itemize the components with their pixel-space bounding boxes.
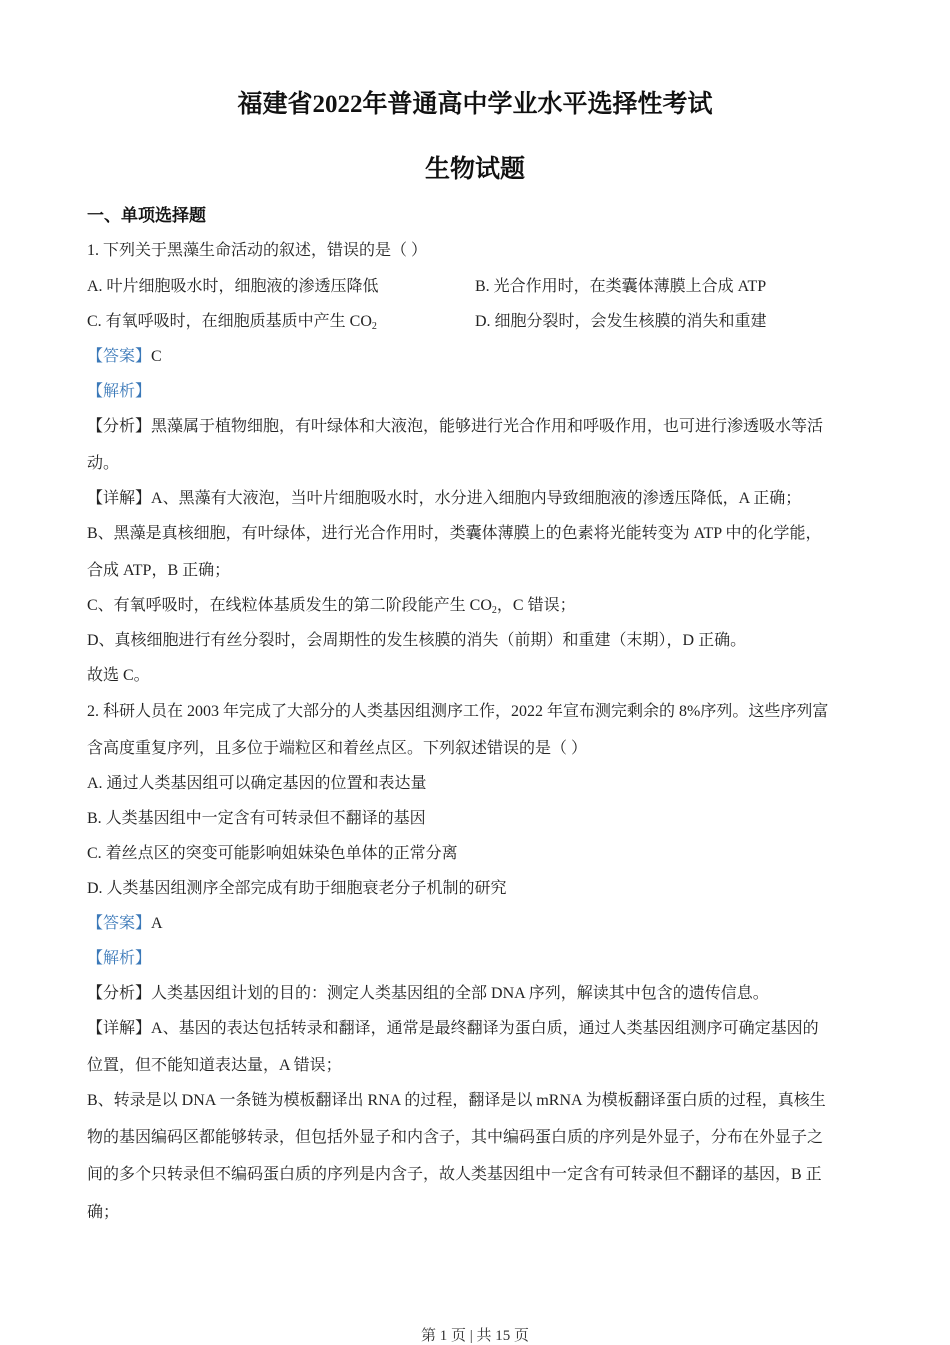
document-subtitle: 生物试题 <box>424 156 525 183</box>
answer-value: C <box>151 348 162 365</box>
question-1-option-a: A. 叶片细胞吸水时，细胞液的渗透压降低 <box>87 278 379 295</box>
question-1-xiangjie-d: D、真核细胞进行有丝分裂时，会周期性的发生核膜的消失（前期）和重建（末期），D 正确。 <box>87 632 747 649</box>
question-1-xiangjie <box>87 489 801 509</box>
fenxi-label: 【分析】 <box>87 985 152 1002</box>
subscript: 2 <box>371 321 377 332</box>
question-1-option-d: D. 细胞分裂时，会发生核膜的消失和重建 <box>475 313 767 330</box>
section-heading: 一、单项选择题 <box>87 206 206 225</box>
answer-label: 【答案】 <box>87 348 152 365</box>
document-title: 福建省2022年普通高中学业水平选择性考试 <box>237 91 713 118</box>
question-1-fenxi <box>87 417 823 437</box>
question-2-option-b: B. 人类基因组中一定含有可转录但不翻译的基因 <box>87 810 426 827</box>
question-1-conclusion: 故选 C。 <box>87 667 150 684</box>
xiangjie-text: A、基因的表达包括转录和翻译，通常是最终翻译为蛋白质，通过人类基因组测序可确定基因的 <box>151 1020 819 1037</box>
subscript: 2 <box>491 605 497 616</box>
xiangjie-text: A、黑藻有大液泡，当叶片细胞吸水时，水分进入细胞内导致细胞液的渗透压降低，A 正确； <box>151 490 802 507</box>
page-footer: 第 1 页 | 共 15 页 <box>420 1328 529 1344</box>
xiangjie-label: 【详解】 <box>87 1020 152 1037</box>
question-2-xiangjie-b-cont1: 物的基因编码区都能够转录，但包括外显子和内含子，其中编码蛋白质的序列是外显子，分布在外显子之 <box>87 1129 824 1146</box>
question-1-xiangjie-b-cont: 合成 ATP，B 正确； <box>87 562 231 579</box>
question-2-option-a: A. 通过人类基因组可以确定基因的位置和表达量 <box>87 775 427 792</box>
question-1-option-c <box>87 312 377 332</box>
fenxi-label: 【分析】 <box>87 418 152 435</box>
xiangjie-c-text: C、有氧呼吸时，在线粒体基质发生的第二阶段能产生 CO <box>87 597 492 614</box>
question-1-analysis-label: 【解析】 <box>87 383 152 400</box>
question-2-stem-cont: 含高度重复序列，且多位于端粒区和着丝点区。下列叙述错误的是（ ） <box>87 740 588 757</box>
question-2-stem: 2. 科研人员在 2003 年完成了大部分的人类基因组测序工作，2022 年宣布测完剩余的 8%序列。这些序列富 <box>87 703 829 720</box>
question-2-fenxi <box>87 984 769 1004</box>
question-2-xiangjie-a-cont: 位置，但不能知道表达量，A 错误； <box>87 1057 342 1074</box>
question-2-option-c: C. 着丝点区的突变可能影响姐妹染色单体的正常分离 <box>87 845 458 862</box>
question-2-xiangjie <box>87 1019 819 1039</box>
option-c-text: C. 有氧呼吸时，在细胞质基质中产生 CO <box>87 313 372 330</box>
fenxi-text: 人类基因组计划的目的：测定人类基因组的全部 DNA 序列，解读其中包含的遗传信息。 <box>151 985 769 1002</box>
question-2-xiangjie-b-cont3: 确； <box>87 1204 120 1221</box>
question-1-answer <box>87 347 162 367</box>
fenxi-text: 黑藻属于植物细胞，有叶绿体和大液泡，能够进行光合作用和呼吸作用，也可进行渗透吸水等活 <box>151 418 824 435</box>
question-2-xiangjie-b-cont2: 间的多个只转录但不编码蛋白质的序列是内含子，故人类基因组中一定含有可转录但不翻译的基因，B 正 <box>87 1166 822 1183</box>
question-1-xiangjie-b: B、黑藻是真核细胞，有叶绿体，进行光合作用时，类囊体薄膜上的色素将光能转变为 ATP 中的化学能， <box>87 525 822 542</box>
question-1-stem: 1. 下列关于黑藻生命活动的叙述，错误的是（ ） <box>87 242 428 259</box>
xiangjie-c-tail: ，C 错误； <box>496 597 576 614</box>
question-1-xiangjie-c <box>87 596 576 616</box>
question-2-answer <box>87 914 163 934</box>
question-2-analysis-label: 【解析】 <box>87 950 152 967</box>
answer-value: A <box>151 915 163 932</box>
xiangjie-label: 【详解】 <box>87 490 152 507</box>
question-2-xiangjie-b: B、转录是以 DNA 一条链为模板翻译出 RNA 的过程，翻译是以 mRNA 为模板翻译蛋白质的过程，真核生 <box>87 1092 826 1109</box>
answer-label: 【答案】 <box>87 915 152 932</box>
question-1-fenxi-cont: 动。 <box>87 455 120 472</box>
question-2-option-d: D. 人类基因组测序全部完成有助于细胞衰老分子机制的研究 <box>87 880 507 897</box>
question-1-option-b: B. 光合作用时，在类囊体薄膜上合成 ATP <box>475 278 767 295</box>
